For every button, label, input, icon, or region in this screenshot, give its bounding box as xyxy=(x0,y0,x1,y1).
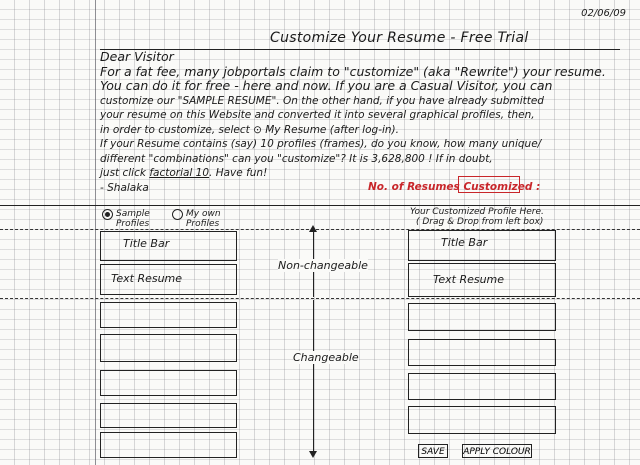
intro-letter xyxy=(100,50,630,195)
counter-label: No. of Resumes Customized : xyxy=(368,181,541,193)
radio-label: Sample Profiles xyxy=(116,209,150,229)
section-separator xyxy=(0,205,640,206)
left-text-resume-frame[interactable] xyxy=(100,264,237,295)
right-profile-frame[interactable] xyxy=(408,373,556,400)
letter-greeting: Dear Visitor xyxy=(100,49,174,64)
right-caption xyxy=(410,207,544,227)
letter-line: You can do it for free - here and now. If you are a Casual Visitor, you can xyxy=(100,78,553,93)
non-changeable-label: Non-changeable xyxy=(278,259,368,272)
right-title-bar-frame[interactable] xyxy=(408,230,556,261)
radio-selected-icon[interactable] xyxy=(102,209,113,220)
radio-sample-profiles[interactable] xyxy=(102,209,154,229)
left-profile-frame[interactable] xyxy=(100,432,237,458)
left-profile-frame[interactable] xyxy=(100,370,237,396)
letter-line: different "combinations" can you "customize"? It is 3,628,800 ! If in doubt, xyxy=(100,152,493,165)
letter-line: your resume on this Website and converted it into several graphical profiles, then, xyxy=(100,109,535,121)
counter-input xyxy=(459,182,519,197)
left-profile-frame[interactable] xyxy=(100,403,237,428)
right-caption-line1: Your Customized Profile Here. xyxy=(410,207,544,217)
letter-line: For a fat fee, many jobportals claim to "customize" (aka "Rewrite") your resume. xyxy=(100,63,606,79)
letter-line: in order to customize, select ⊙ My Resume (after log-in). xyxy=(100,123,399,136)
changeable-arrow xyxy=(313,300,314,452)
right-profile-frame[interactable] xyxy=(408,406,556,434)
dashed-divider-bottom xyxy=(0,298,640,299)
letter-last-line xyxy=(100,166,630,181)
letter-line: If your Resume contains (say) 10 profiles (frames), do you know, how many unique/ xyxy=(100,138,542,150)
radio-label: My own Profiles xyxy=(186,209,221,229)
apply-colour-button[interactable]: APPLY COLOUR xyxy=(462,444,532,458)
left-profile-frame[interactable] xyxy=(100,302,237,328)
paper-margin-line xyxy=(95,0,96,465)
letter-last-after: . Have fun! xyxy=(209,167,268,179)
left-title-bar-label: Title Bar xyxy=(123,237,170,250)
right-profile-frame[interactable] xyxy=(408,303,556,331)
letter-signature: - Shalaka xyxy=(100,181,149,194)
left-title-bar-frame[interactable] xyxy=(100,231,237,261)
left-profile-frame[interactable] xyxy=(100,334,237,362)
letter-line: customize our "SAMPLE RESUME". On the other hand, if you have already submitted xyxy=(100,94,544,107)
radio-my-profiles[interactable] xyxy=(172,209,226,229)
changeable-label: Changeable xyxy=(293,351,359,364)
radio-unselected-icon[interactable] xyxy=(172,209,183,220)
letter-last-before: just click xyxy=(100,167,146,179)
right-title-bar-label: Title Bar xyxy=(441,236,488,249)
right-text-resume-label: Text Resume xyxy=(433,273,505,286)
right-text-resume-frame[interactable] xyxy=(408,263,556,297)
right-profile-frame[interactable] xyxy=(408,339,556,366)
counter-field xyxy=(458,176,520,193)
right-caption-line2: ( Drag & Drop from left box) xyxy=(416,217,544,227)
page-title: Customize Your Resume - Free Trial xyxy=(270,30,529,46)
factorial-link[interactable]: factorial 10 xyxy=(149,167,210,179)
left-text-resume-label: Text Resume xyxy=(111,272,183,285)
date: 02/06/09 xyxy=(581,8,626,19)
save-button[interactable]: SAVE xyxy=(418,444,448,458)
